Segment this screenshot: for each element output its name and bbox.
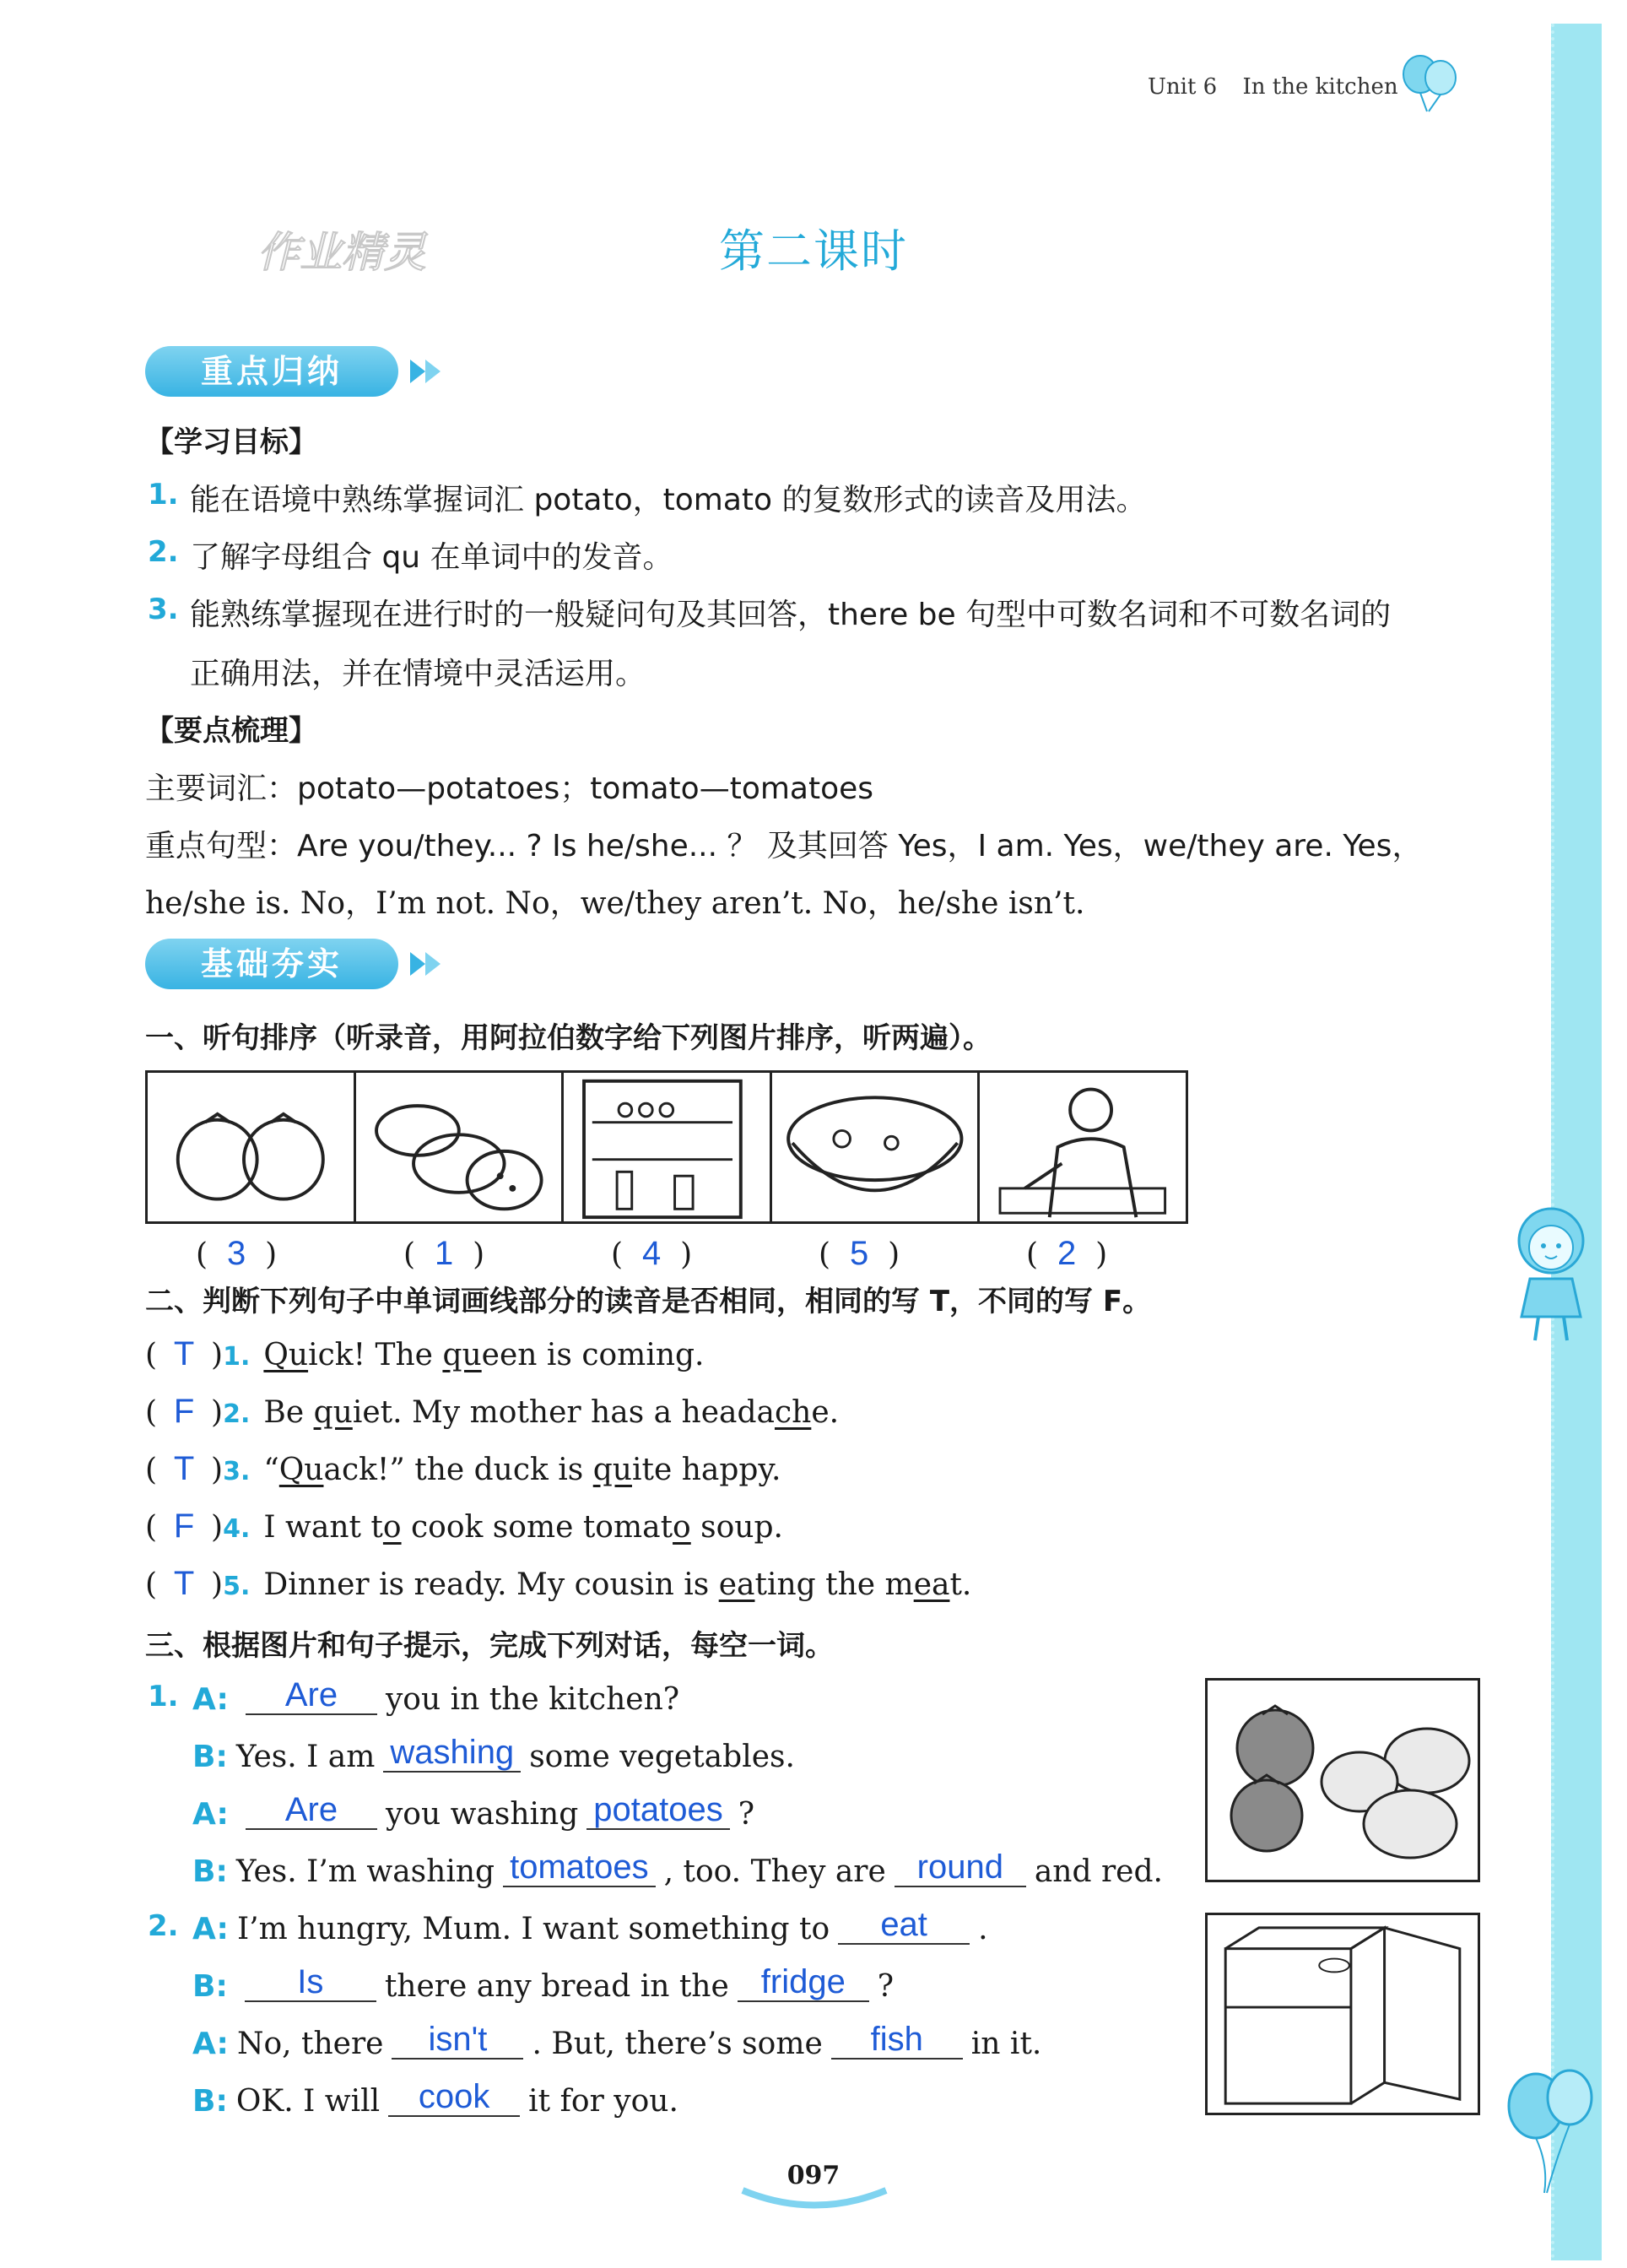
tf-item-3: ( T )3. “Quack!” the duck is quite happy. bbox=[145, 1450, 781, 1487]
open-fridge-picture bbox=[1205, 1913, 1480, 2115]
tf-item-5: ( T )5. Dinner is ready. My cousin is eating the meat. bbox=[145, 1565, 972, 1602]
girl-illustration-icon bbox=[1505, 1199, 1597, 1346]
answer-slot-3: ( 4 ) bbox=[611, 1235, 693, 1272]
tf-item-2: ( F )2. Be quiet. My mother has a headache. bbox=[145, 1393, 840, 1430]
tomatoes-icon bbox=[148, 1073, 354, 1221]
open-fridge-icon bbox=[1208, 1915, 1478, 2113]
goals-heading: 【学习目标】 bbox=[145, 425, 317, 459]
page-number-arc-icon bbox=[738, 2186, 890, 2211]
double-arrow-icon bbox=[407, 355, 449, 388]
unit-label: Unit 6 bbox=[1148, 74, 1218, 100]
vegetables-icon bbox=[1208, 1681, 1478, 1880]
soup-bowl-icon bbox=[772, 1073, 978, 1221]
goal-number: 2. bbox=[148, 535, 179, 569]
dialogue-1-line-3: A: Are you washing potatoes ? bbox=[192, 1791, 755, 1832]
question-2-title: 二、判断下列句子中单词画线部分的读音是否相同，相同的写 T，不同的写 F。 bbox=[145, 1285, 1152, 1318]
dialogue-2-line-1: A: I’m hungry, Mum. I want something to eat . bbox=[192, 1906, 988, 1946]
section-pill-key-points: 重点归纳 bbox=[145, 346, 398, 397]
running-header bbox=[1148, 74, 1398, 100]
picture-1 bbox=[148, 1073, 356, 1221]
watermark-text: 作业精灵 bbox=[257, 228, 426, 277]
tf-item-1: ( T )1. Quick! The queen is coming. bbox=[145, 1335, 705, 1372]
question-1-title: 一、听句排序（听录音，用阿拉伯数字给下列图片排序，听两遍）。 bbox=[145, 1021, 992, 1055]
dialogue-number: 2. bbox=[148, 1909, 179, 1943]
goal-number: 3. bbox=[148, 593, 179, 626]
tomatoes-potatoes-picture bbox=[1205, 1678, 1480, 1882]
goal-text: 能熟练掌握现在进行时的一般疑问句及其回答，there be 句型中可数名词和不可数名词的 bbox=[190, 598, 1392, 632]
answer-slot-2: ( 1 ) bbox=[403, 1235, 485, 1272]
pattern-line-continued: he/she is. No，I’m not. No，we/they aren’t. No，he/she isn’t. bbox=[145, 886, 1085, 921]
dialogue-1-line-4: B: Yes. I’m washing tomatoes , too. They are round and red. bbox=[192, 1849, 1163, 1889]
fridge-icon bbox=[564, 1073, 770, 1221]
picture-5 bbox=[980, 1073, 1186, 1221]
answer-slot-5: ( 2 ) bbox=[1026, 1235, 1108, 1272]
potatoes-icon bbox=[356, 1073, 562, 1221]
dialogue-1-line-1: A: Are you in the kitchen? bbox=[192, 1676, 680, 1717]
picture-4 bbox=[772, 1073, 981, 1221]
tf-item-4: ( F )4. I want to cook some tomato soup. bbox=[145, 1507, 783, 1545]
pattern-line: 重点句型：Are you/they... ? Is he/she... ？ 及其回答 Yes，I am. Yes，we/they are. Yes， bbox=[145, 829, 1423, 863]
vocab-line: 主要词汇：potato—potatoes；tomato—tomatoes bbox=[145, 771, 874, 806]
question-3-title: 三、根据图片和句子提示，完成下列对话，每空一词。 bbox=[145, 1629, 834, 1663]
dialogue-number: 1. bbox=[148, 1680, 179, 1713]
unit-title: In the kitchen bbox=[1242, 74, 1398, 100]
double-arrow-icon bbox=[407, 947, 449, 981]
picture-strip bbox=[145, 1070, 1188, 1224]
lesson-title: 第二课时 bbox=[719, 225, 908, 278]
dialogue-2-line-2: B: Is there any bread in the fridge ? bbox=[192, 1963, 895, 2004]
cooking-man-icon bbox=[980, 1073, 1186, 1221]
answer-slot-1: ( 3 ) bbox=[196, 1235, 278, 1272]
picture-3 bbox=[564, 1073, 772, 1221]
page-number: 097 bbox=[786, 2161, 841, 2190]
header-balloon-icon bbox=[1397, 49, 1464, 116]
answer-slot-4: ( 5 ) bbox=[819, 1235, 900, 1272]
side-decoration-strip bbox=[1551, 24, 1602, 2260]
dialogue-2-line-4: B: OK. I will cook it for you. bbox=[192, 2078, 678, 2119]
goal-text-continued: 正确用法，并在情境中灵活运用。 bbox=[190, 657, 646, 691]
goal-text: 能在语境中熟练掌握词汇 potato，tomato 的复数形式的读音及用法。 bbox=[190, 483, 1147, 517]
section-pill-basics: 基础夯实 bbox=[145, 939, 398, 989]
goal-text: 了解字母组合 qu 在单词中的发音。 bbox=[190, 540, 673, 575]
dialogue-2-line-3: A: No, there isn't . But, there’s some fish in it. bbox=[192, 2021, 1042, 2061]
goal-number: 1. bbox=[148, 478, 179, 512]
points-heading: 【要点梳理】 bbox=[145, 714, 317, 748]
picture-2 bbox=[356, 1073, 565, 1221]
dialogue-1-line-2: B: Yes. I am washing some vegetables. bbox=[192, 1734, 795, 1774]
